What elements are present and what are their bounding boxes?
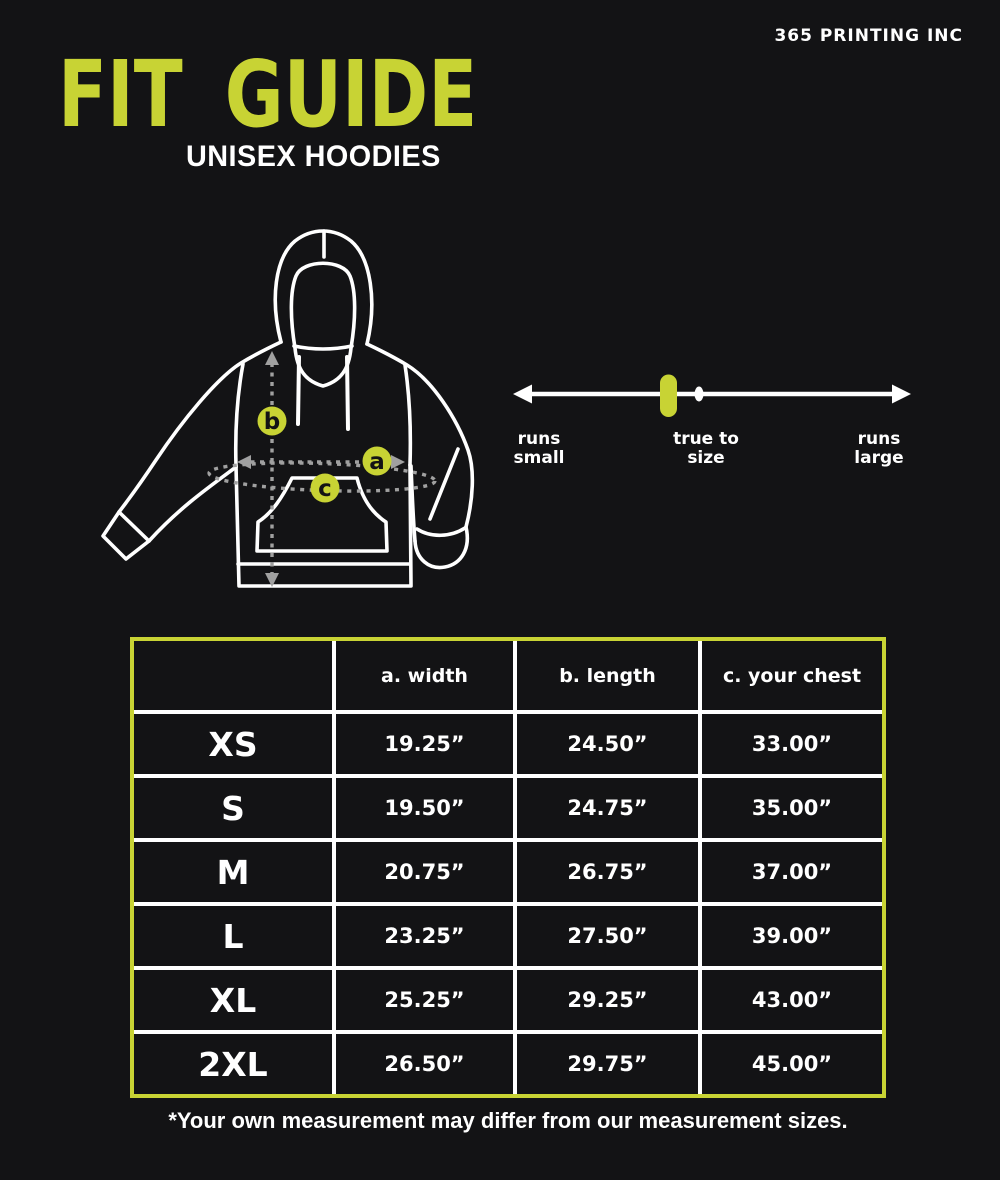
length-arrow-up bbox=[265, 351, 279, 365]
drawstring-right bbox=[347, 357, 348, 429]
measurement-value: 27.50” bbox=[517, 906, 698, 966]
measurement-value: 24.75” bbox=[517, 778, 698, 838]
marker-a bbox=[363, 447, 392, 476]
measurement-value: 20.75” bbox=[336, 842, 513, 902]
measurement-value: 24.50” bbox=[517, 714, 698, 774]
scale-label-line: large bbox=[854, 448, 904, 468]
left-armhole-seam bbox=[236, 364, 243, 466]
fit-scale bbox=[498, 364, 918, 426]
scale-label-line: runs bbox=[857, 429, 901, 449]
scale-label-true-to-size bbox=[641, 430, 771, 468]
marker-c bbox=[311, 474, 340, 503]
size-label: M bbox=[134, 842, 332, 902]
measurement-value: 23.25” bbox=[336, 906, 513, 966]
left-sleeve-outer bbox=[119, 342, 281, 512]
marker-b-letter: b bbox=[263, 409, 281, 435]
brand-name: 365 PRINTING INC bbox=[774, 26, 963, 46]
width-arrow-left bbox=[237, 455, 251, 469]
table-header-width: a. width bbox=[336, 641, 513, 710]
size-table bbox=[130, 637, 886, 1098]
collar-seam bbox=[294, 346, 352, 349]
scale-label-runs-large bbox=[814, 430, 944, 468]
measurement-value: 19.50” bbox=[336, 778, 513, 838]
marker-a-letter: a bbox=[369, 449, 385, 475]
scale-label-runs-small bbox=[474, 430, 604, 468]
size-label: XL bbox=[134, 970, 332, 1030]
hood-face-opening bbox=[291, 263, 354, 386]
measurement-value: 37.00” bbox=[702, 842, 882, 902]
measurement-value: 29.75” bbox=[517, 1034, 698, 1094]
size-label: S bbox=[134, 778, 332, 838]
measurement-value: 29.25” bbox=[517, 970, 698, 1030]
scale-label-line: runs bbox=[517, 429, 561, 449]
measurement-value: 26.75” bbox=[517, 842, 698, 902]
size-label: XS bbox=[134, 714, 332, 774]
width-arrow-right bbox=[391, 455, 405, 469]
table-header-empty bbox=[134, 641, 332, 710]
scale-label-line: true to bbox=[673, 429, 739, 449]
right-cuff-seam bbox=[417, 528, 465, 535]
marker-c-letter: c bbox=[318, 476, 332, 502]
fit-scale-marker bbox=[660, 375, 677, 418]
fit-scale-arrow-left bbox=[513, 385, 532, 404]
right-sleeve-outer bbox=[367, 344, 472, 527]
measurement-value: 45.00” bbox=[702, 1034, 882, 1094]
hoodie-diagram bbox=[85, 222, 495, 607]
table-header-chest: c. your chest bbox=[702, 641, 882, 710]
measurement-value: 25.25” bbox=[336, 970, 513, 1030]
size-label: L bbox=[134, 906, 332, 966]
size-label: 2XL bbox=[134, 1034, 332, 1094]
measurement-value: 33.00” bbox=[702, 714, 882, 774]
measurement-value: 19.25” bbox=[336, 714, 513, 774]
scale-label-line: size bbox=[687, 448, 725, 468]
fit-scale-center-dot bbox=[695, 387, 704, 402]
measurement-value: 43.00” bbox=[702, 970, 882, 1030]
footnote: *Your own measurement may differ from our measurement sizes. bbox=[168, 1108, 848, 1133]
marker-b bbox=[258, 407, 287, 436]
page-title: FIT GUIDE bbox=[58, 41, 478, 148]
page-subtitle: UNISEX HOODIES bbox=[186, 140, 441, 173]
table-header-length: b. length bbox=[517, 641, 698, 710]
drawstring-left bbox=[298, 357, 299, 424]
left-sleeve-inner bbox=[149, 467, 236, 541]
measurement-value: 39.00” bbox=[702, 906, 882, 966]
measurement-value: 26.50” bbox=[336, 1034, 513, 1094]
right-armhole-seam bbox=[405, 365, 410, 465]
measurement-value: 35.00” bbox=[702, 778, 882, 838]
fit-scale-arrow-right bbox=[892, 385, 911, 404]
left-cuff bbox=[103, 512, 149, 559]
scale-label-line: small bbox=[513, 448, 565, 468]
